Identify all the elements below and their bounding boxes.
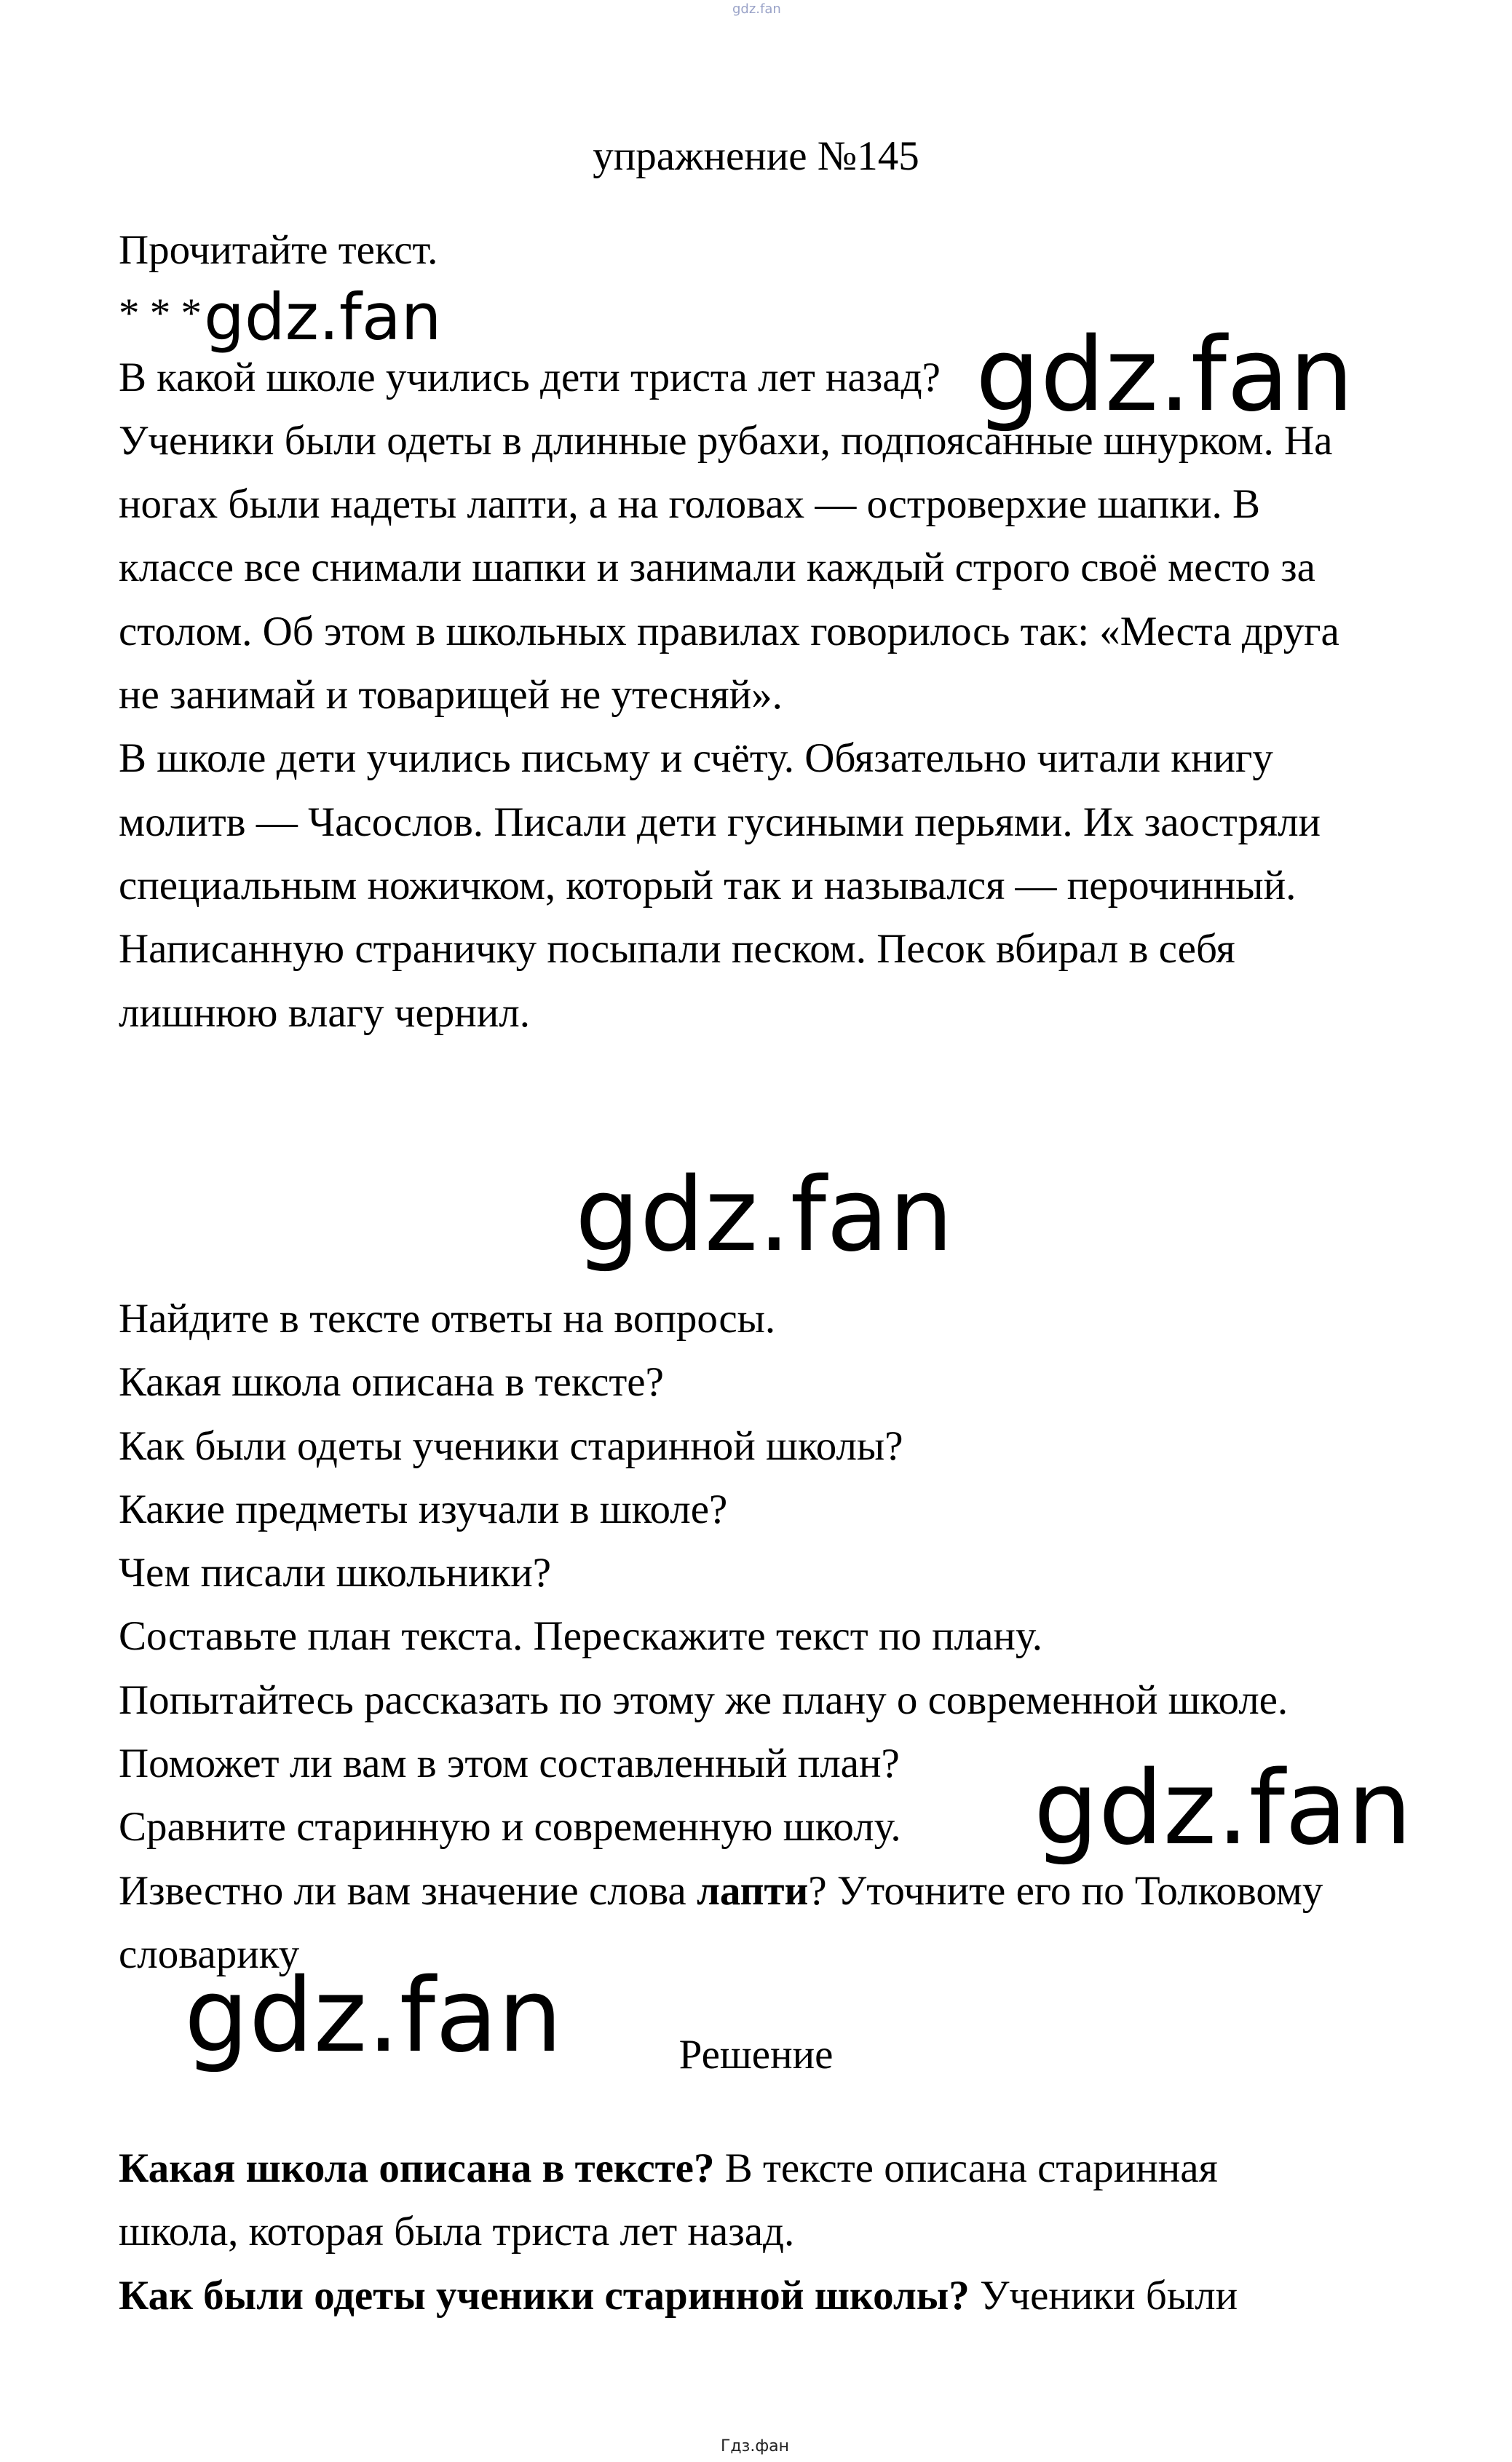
task-text: Известно ли вам значение слова — [119, 1867, 697, 1914]
top-watermark: gdz.fan — [732, 1, 781, 17]
text-line: специальным ножичком, который так и назывался — перочинный. — [119, 862, 1297, 909]
text-line: молитв — Часослов. Писали дети гусиными перьями. Их заостряли — [119, 799, 1321, 845]
exercise-title: упражнение №145 — [593, 133, 919, 179]
watermark: gdz.fan — [575, 1156, 954, 1275]
footer-label: Гдз.фан — [721, 2437, 789, 2455]
answer-text: Ученики были — [969, 2272, 1238, 2319]
task-line: Поможет ли вам в этом составленный план? — [119, 1741, 900, 1787]
text-line: лишнюю влагу чернил. — [119, 989, 530, 1036]
task-line: Какие предметы изучали в школе? — [119, 1486, 728, 1532]
watermark: gdz.fan — [184, 1957, 563, 2075]
answer-text: В тексте описана старинная — [714, 2145, 1218, 2191]
answer-2 — [119, 2264, 1429, 2327]
watermark: gdz.fan — [204, 280, 442, 355]
instruction: Прочитайте текст. — [119, 227, 438, 273]
task-line: словарику — [119, 1931, 300, 1977]
task-line: Чем писали школьники? — [119, 1550, 552, 1596]
text-line: В какой школе учились дети триста лет назад? — [119, 354, 941, 400]
text-line: В школе дети учились письму и счёту. Обязательно читали книгу — [119, 735, 1273, 782]
task-text: ? Уточните его по Толковому — [808, 1867, 1323, 1914]
solution-answers — [119, 2137, 1429, 2327]
task-line: Как были одеты ученики старинной школы? — [119, 1422, 903, 1469]
keyword-lapti: лапти — [696, 1867, 809, 1914]
question-2: Как были одеты ученики старинной школы? — [119, 2272, 970, 2319]
answer-1 — [119, 2137, 1429, 2200]
question-1: Какая школа описана в тексте? — [119, 2145, 715, 2191]
task-line: Какая школа описана в тексте? — [119, 1359, 664, 1406]
watermark: gdz.fan — [1034, 1749, 1412, 1868]
text-line: Ученики были одеты в длинные рубахи, подпоясанные шнурком. На — [119, 417, 1333, 464]
text-line: Написанную страничку посыпали песком. Песок вбирал в себя — [119, 926, 1235, 973]
task-line: Найдите в тексте ответы на вопросы. — [119, 1296, 776, 1342]
text-line: классе все снимали шапки и занимали каждый строго своё место за — [119, 545, 1315, 591]
task-line: Сравните старинную и современную школу. — [119, 1804, 901, 1851]
solution-heading: Решение — [678, 2032, 834, 2078]
text-line: не занимай и товарищей не утесняй». — [119, 672, 783, 719]
task-line: Составьте план текста. Перескажите текст по плану. — [119, 1613, 1042, 1660]
text-line: ногах были надеты лапти, а на головах — островерхие шапки. В — [119, 481, 1261, 528]
watermark: gdz.fan — [975, 316, 1354, 435]
text-line: столом. Об этом в школьных правилах говорилось так: «Места друга — [119, 608, 1339, 654]
task-line-dictionary — [119, 1859, 1429, 1923]
task-list — [119, 1287, 1429, 1986]
answer-text: школа, которая была триста лет назад. — [119, 2209, 795, 2255]
task-line: Попытайтесь рассказать по этому же плану о современной школе. — [119, 1677, 1289, 1723]
stars-separator: * * * — [119, 290, 202, 337]
